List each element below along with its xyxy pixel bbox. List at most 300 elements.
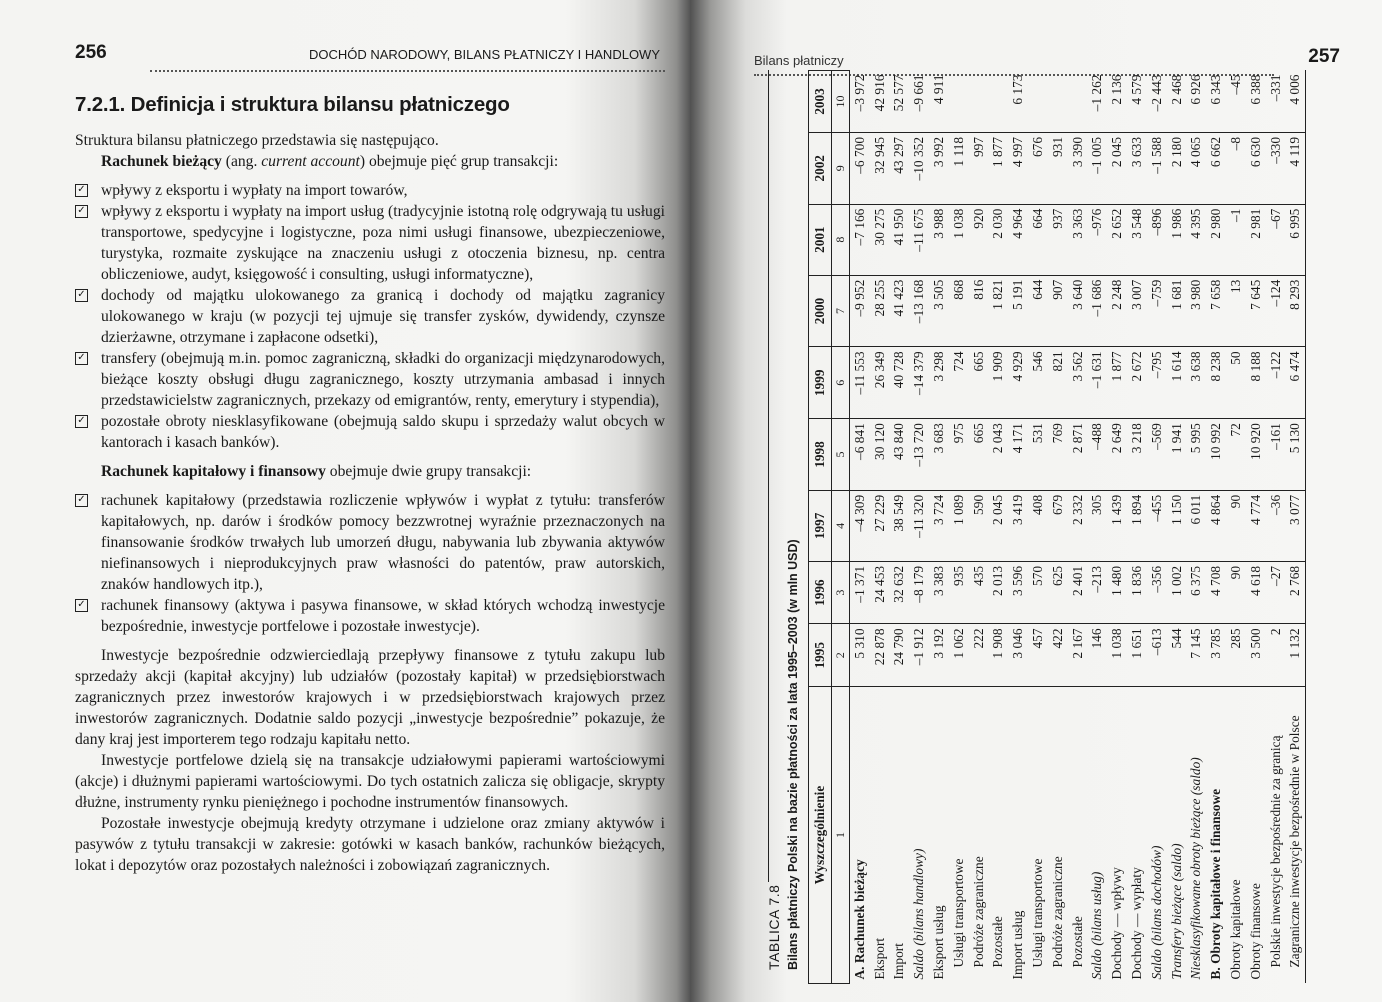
table-cell: 72 bbox=[1226, 419, 1246, 491]
table-caption: Bilans płatniczy Polski na bazie płatności za lata 1995–2003 (w mln USD) bbox=[786, 539, 800, 970]
table-cell: 10 992 bbox=[1206, 419, 1226, 491]
capital-account-lead bbox=[75, 461, 665, 482]
checkbox-icon: ✓ bbox=[75, 415, 88, 428]
list-item-text: dochody od majątku ulokowanego za granicą i dochody od majątku zagranicy ulokowanego w kraju (w pozycji tej ujmuje się transfer zysków, dywidendy, czynsze dzierżawne, otrzymane i zapłacone odsetki), bbox=[101, 287, 665, 346]
table-cell: 724 bbox=[949, 347, 969, 419]
table-cell: –11 320 bbox=[909, 490, 929, 561]
rotated-table-block bbox=[758, 70, 1358, 990]
table-cell: 4 395 bbox=[1187, 204, 1207, 275]
checkbox-icon: ✓ bbox=[75, 599, 88, 612]
table-cell: –1 588 bbox=[1147, 132, 1167, 204]
table-cell: –455 bbox=[1147, 490, 1167, 561]
header-description: Wyszczególnienie bbox=[809, 687, 832, 984]
table-cell: 6 388 bbox=[1246, 71, 1266, 133]
row-label: Dochody — wpływy bbox=[1109, 867, 1125, 980]
table-row bbox=[949, 71, 969, 984]
table-cell: 146 bbox=[1088, 624, 1108, 687]
table-cell: –7 166 bbox=[850, 204, 870, 275]
header-year: 1996 bbox=[809, 561, 832, 624]
table-cell: 931 bbox=[1048, 132, 1068, 204]
table-cell: –45 bbox=[1226, 71, 1246, 133]
table-row bbox=[1008, 71, 1028, 984]
row-label: Saldo (bilans usług) bbox=[1089, 871, 1105, 980]
current-account-list bbox=[75, 180, 665, 453]
table-cell: –9 661 bbox=[909, 71, 929, 133]
header-year: 1998 bbox=[809, 419, 832, 491]
table-cell: 1 821 bbox=[989, 275, 1009, 347]
table-cell: 24 790 bbox=[890, 624, 910, 687]
running-head-right: Bilans płatniczy bbox=[754, 53, 844, 68]
table-cell: 1 681 bbox=[1167, 275, 1187, 347]
table-cell: 10 920 bbox=[1246, 419, 1266, 491]
table-cell: 3 992 bbox=[929, 132, 949, 204]
table-cell: 1 908 bbox=[989, 624, 1009, 687]
table-row bbox=[1246, 71, 1266, 984]
table-cell: 531 bbox=[1028, 419, 1048, 491]
table-row bbox=[1107, 71, 1127, 984]
column-number: 6 bbox=[832, 347, 850, 419]
table-cell: –14 379 bbox=[909, 347, 929, 419]
table-cell: 3 298 bbox=[929, 347, 949, 419]
table-row bbox=[1127, 71, 1147, 984]
table-cell: –9 952 bbox=[850, 275, 870, 347]
table-row bbox=[1147, 71, 1167, 984]
row-label: Eksport bbox=[871, 937, 887, 980]
table-cell: 30 120 bbox=[870, 419, 890, 491]
table-cell: 1 909 bbox=[989, 347, 1009, 419]
table-cell: 664 bbox=[1028, 204, 1048, 275]
row-label: Usługi transportowe bbox=[1030, 858, 1046, 968]
table-cell bbox=[1068, 71, 1088, 133]
table-cell: 3 683 bbox=[929, 419, 949, 491]
table-cell bbox=[1028, 71, 1048, 133]
table-cell: 4 964 bbox=[1008, 204, 1028, 275]
list-item bbox=[75, 490, 665, 595]
table-cell: 5 130 bbox=[1286, 419, 1306, 491]
table-cell: 544 bbox=[1167, 624, 1187, 687]
list-item-text: wpływy z eksportu i wypłaty na import towarów, bbox=[101, 182, 408, 199]
table-cell: 305 bbox=[1088, 490, 1108, 561]
table-cell: 3 500 bbox=[1246, 624, 1266, 687]
table-header-row bbox=[809, 71, 832, 984]
table-cell: 222 bbox=[969, 624, 989, 687]
table-cell: 590 bbox=[969, 490, 989, 561]
table-cell: 3 988 bbox=[929, 204, 949, 275]
left-body-text bbox=[75, 130, 665, 876]
table-cell: –6 700 bbox=[850, 132, 870, 204]
list-item bbox=[75, 411, 665, 453]
table-cell: 7 658 bbox=[1206, 275, 1226, 347]
row-label: Usługi transportowe bbox=[950, 858, 966, 968]
current-account-lead bbox=[75, 151, 665, 172]
table-cell: 1 877 bbox=[989, 132, 1009, 204]
list-item-text: rachunek kapitałowy (przedstawia rozliczenie wpływów i wypłat z tytułu: transferów kapitałowych, np. darów i środków pomocy bezzwrotnej wyraźnie przeznaczonych na finansowanie środków trwałych lub umorzeń długu, nabywania lub zbywania aktywów niefinansowych i nieprodukcyjnych praw własności do patentów, praw autorskich, znaków handlowych itp.), bbox=[101, 492, 665, 593]
header-year: 1997 bbox=[809, 490, 832, 561]
table-cell: –13 168 bbox=[909, 275, 929, 347]
section-title: 7.2.1. Definicja i struktura bilansu płatniczego bbox=[75, 93, 510, 116]
row-label: Saldo (bilans dochodów) bbox=[1148, 845, 1164, 980]
table-cell: 2 652 bbox=[1107, 204, 1127, 275]
list-item-text: pozostałe obroty niesklasyfikowane (obejmują saldo skupu i sprzedaży walut obcych w kantorach i kasach banków). bbox=[101, 413, 665, 451]
table-cell: 3 390 bbox=[1068, 132, 1088, 204]
table-cell: 3 724 bbox=[929, 490, 949, 561]
table-cell: 769 bbox=[1048, 419, 1068, 491]
table-cell: 2 649 bbox=[1107, 419, 1127, 491]
table-cell: 2 468 bbox=[1167, 71, 1187, 133]
table-cell: 3 077 bbox=[1286, 490, 1306, 561]
table-cell: 1 002 bbox=[1167, 561, 1187, 624]
table-cell: 42 916 bbox=[870, 71, 890, 133]
table-row bbox=[1068, 71, 1088, 984]
table-cell: 4 006 bbox=[1286, 71, 1306, 133]
table-cell: –67 bbox=[1266, 204, 1286, 275]
table-cell: 920 bbox=[969, 204, 989, 275]
table-cell: 975 bbox=[949, 419, 969, 491]
row-label: Zagraniczne inwestycje bezpośrednie w Polsce bbox=[1286, 687, 1306, 984]
table-cell: 285 bbox=[1226, 624, 1246, 687]
table-cell: –759 bbox=[1147, 275, 1167, 347]
table-cell: –11 553 bbox=[850, 347, 870, 419]
table-row bbox=[1206, 71, 1226, 984]
table-label-rule bbox=[768, 70, 769, 882]
table-cell bbox=[989, 71, 1009, 133]
table-cell: 1 877 bbox=[1107, 347, 1127, 419]
table-cell: 935 bbox=[949, 561, 969, 624]
table-cell: 6 173 bbox=[1008, 71, 1028, 133]
table-cell bbox=[969, 71, 989, 133]
table-cell: 422 bbox=[1048, 624, 1068, 687]
page-number-left: 256 bbox=[75, 42, 107, 63]
running-head-left: DOCHÓD NARODOWY, BILANS PŁATNICZY I HANDLOWY bbox=[308, 47, 660, 62]
table-cell: 1 986 bbox=[1167, 204, 1187, 275]
table-cell: –330 bbox=[1266, 132, 1286, 204]
row-label: Podróże zagraniczne bbox=[970, 856, 986, 968]
table-cell: 1 651 bbox=[1127, 624, 1147, 687]
row-label: Import usług bbox=[1010, 910, 1026, 980]
table-cell: 52 577 bbox=[890, 71, 910, 133]
column-number: 5 bbox=[832, 419, 850, 491]
table-cell: 4 579 bbox=[1127, 71, 1147, 133]
table-cell: 6 011 bbox=[1187, 490, 1207, 561]
row-label: A. Rachunek bieżący bbox=[851, 859, 867, 980]
table-cell: 1 038 bbox=[949, 204, 969, 275]
table-cell: 4 911 bbox=[929, 71, 949, 133]
table-cell: 4 171 bbox=[1008, 419, 1028, 491]
table-cell: 50 bbox=[1226, 347, 1246, 419]
column-number: 10 bbox=[832, 71, 850, 133]
table-cell: –6 841 bbox=[850, 419, 870, 491]
header-year: 1999 bbox=[809, 347, 832, 419]
table-row bbox=[1266, 71, 1286, 984]
table-cell: 30 275 bbox=[870, 204, 890, 275]
header-year: 2002 bbox=[809, 132, 832, 204]
left-page bbox=[0, 0, 690, 1002]
list-item bbox=[75, 595, 665, 637]
table-cell: 3 596 bbox=[1008, 561, 1028, 624]
table-row bbox=[850, 71, 870, 984]
row-label: Dochody — wypłaty bbox=[1129, 867, 1145, 980]
table-cell: 3 980 bbox=[1187, 275, 1207, 347]
table-row bbox=[1048, 71, 1068, 984]
table-cell: 435 bbox=[969, 561, 989, 624]
table-cell: 665 bbox=[969, 419, 989, 491]
row-label: Import bbox=[891, 943, 907, 980]
table-cell: 1 894 bbox=[1127, 490, 1147, 561]
table-cell: 1 118 bbox=[949, 132, 969, 204]
checkbox-icon: ✓ bbox=[75, 184, 88, 197]
table-cell: 2 013 bbox=[989, 561, 1009, 624]
table-cell: 2 248 bbox=[1107, 275, 1127, 347]
table-row bbox=[1028, 71, 1048, 984]
table-cell: 816 bbox=[969, 275, 989, 347]
table-cell: 6 662 bbox=[1206, 132, 1226, 204]
paragraph-direct-investment: Inwestycje bezpośrednie odzwierciedlają przepływy finansowe z tytułu zakupu lub sprzedaży akcji (kapitał akcyjny) lub udziałów (pozostały kapitał) w przedsiębiorstwach zagranicznych przez inwestorów krajowych i w przedsiębiorstwach krajowych przez inwestorów zagranicznych. Dodatnie saldo pozycji „inwestycje bezpośrednie” pokazuje, że dany kraj jest importerem tego rodzaju kapitału netto. bbox=[75, 647, 665, 748]
table-cell: 997 bbox=[969, 132, 989, 204]
row-label: B. Obroty kapitałowe i finansowe bbox=[1208, 788, 1224, 980]
table-cell: 90 bbox=[1226, 490, 1246, 561]
table-cell: 3 548 bbox=[1127, 204, 1147, 275]
column-number: 2 bbox=[832, 624, 850, 687]
current-account-english: current account bbox=[261, 153, 360, 170]
balance-of-payments-table bbox=[808, 70, 1306, 984]
table-cell: –124 bbox=[1266, 275, 1286, 347]
table-cell: 5 310 bbox=[850, 624, 870, 687]
row-label: Obroty finansowe bbox=[1247, 883, 1263, 980]
list-item bbox=[75, 201, 665, 285]
table-cell: 4 119 bbox=[1286, 132, 1306, 204]
table-cell: 821 bbox=[1048, 347, 1068, 419]
table-cell: 679 bbox=[1048, 490, 1068, 561]
table-cell: 24 453 bbox=[870, 561, 890, 624]
list-item bbox=[75, 348, 665, 411]
table-cell: 1 614 bbox=[1167, 347, 1187, 419]
checkbox-icon: ✓ bbox=[75, 205, 88, 218]
column-number: 9 bbox=[832, 132, 850, 204]
table-cell: 2 981 bbox=[1246, 204, 1266, 275]
table-cell: 3 505 bbox=[929, 275, 949, 347]
table-cell: 907 bbox=[1048, 275, 1068, 347]
table-row bbox=[989, 71, 1009, 984]
table-cell: 3 785 bbox=[1206, 624, 1226, 687]
header-year: 1995 bbox=[809, 624, 832, 687]
table-cell: 26 349 bbox=[870, 347, 890, 419]
page-number-right: 257 bbox=[1308, 46, 1340, 67]
table-row bbox=[1286, 71, 1306, 984]
table-cell: 1 038 bbox=[1107, 624, 1127, 687]
table-cell: 6 474 bbox=[1286, 347, 1306, 419]
table-cell: 868 bbox=[949, 275, 969, 347]
table-row bbox=[1187, 71, 1207, 984]
table-cell: 2 045 bbox=[989, 490, 1009, 561]
list-item bbox=[75, 180, 665, 201]
table-cell: –976 bbox=[1088, 204, 1108, 275]
table-cell: –36 bbox=[1266, 490, 1286, 561]
table-cell: 625 bbox=[1048, 561, 1068, 624]
checkbox-icon: ✓ bbox=[75, 352, 88, 365]
table-cell: 3 046 bbox=[1008, 624, 1028, 687]
table-cell: 2 bbox=[1266, 624, 1286, 687]
table-cell: –356 bbox=[1147, 561, 1167, 624]
table-cell bbox=[1048, 71, 1068, 133]
table-cell: 32 945 bbox=[870, 132, 890, 204]
table-cell: 13 bbox=[1226, 275, 1246, 347]
table-cell: –1 bbox=[1226, 204, 1246, 275]
list-item bbox=[75, 285, 665, 348]
table-cell: –13 720 bbox=[909, 419, 929, 491]
table-cell bbox=[949, 71, 969, 133]
table-row bbox=[1167, 71, 1187, 984]
checkbox-icon: ✓ bbox=[75, 494, 88, 507]
table-cell: 3 383 bbox=[929, 561, 949, 624]
table-cell: –331 bbox=[1266, 71, 1286, 133]
table-cell: 22 878 bbox=[870, 624, 890, 687]
table-cell: –1 371 bbox=[850, 561, 870, 624]
table-cell: 27 229 bbox=[870, 490, 890, 561]
table-label: TABLICA 7.8 bbox=[766, 884, 782, 970]
table-cell: –122 bbox=[1266, 347, 1286, 419]
table-cell: –613 bbox=[1147, 624, 1167, 687]
table-cell: 6 926 bbox=[1187, 71, 1207, 133]
table-cell: 3 638 bbox=[1187, 347, 1207, 419]
table-cell: –8 bbox=[1226, 132, 1246, 204]
table-cell: 2 980 bbox=[1206, 204, 1226, 275]
table-cell: 2 030 bbox=[989, 204, 1009, 275]
table-cell: 644 bbox=[1028, 275, 1048, 347]
table-cell: 2 871 bbox=[1068, 419, 1088, 491]
table-cell: 43 297 bbox=[890, 132, 910, 204]
table-cell: 43 840 bbox=[890, 419, 910, 491]
header-year: 2000 bbox=[809, 275, 832, 347]
table-cell: –27 bbox=[1266, 561, 1286, 624]
table-cell: –4 309 bbox=[850, 490, 870, 561]
table-cell: 3 419 bbox=[1008, 490, 1028, 561]
table-cell: 2 045 bbox=[1107, 132, 1127, 204]
table-cell: –2 443 bbox=[1147, 71, 1167, 133]
table-cell: –488 bbox=[1088, 419, 1108, 491]
table-cell: –1 005 bbox=[1088, 132, 1108, 204]
table-cell: –8 179 bbox=[909, 561, 929, 624]
table-cell: 2 332 bbox=[1068, 490, 1088, 561]
table-row bbox=[890, 71, 910, 984]
header-year: 2001 bbox=[809, 204, 832, 275]
header-rule-left bbox=[150, 70, 665, 72]
table-cell: 1 062 bbox=[949, 624, 969, 687]
table-body bbox=[850, 71, 1306, 984]
capital-account-list bbox=[75, 490, 665, 637]
table-cell: –1 262 bbox=[1088, 71, 1108, 133]
table-cell: 2 180 bbox=[1167, 132, 1187, 204]
row-label: Niesklasyfikowane obroty bieżące (saldo) bbox=[1188, 757, 1204, 980]
list-item-text: transfery (obejmują m.in. pomoc zagraniczną, składki do organizacji międzynarodowych, bieżące koszty obsługi długu zagranicznego, koszty utrzymania ambasad i innych przedstawicielstw zagranicznych, przekazy od emigrantów, renty, emerytury i stypendia), bbox=[101, 350, 665, 409]
table-cell: 3 633 bbox=[1127, 132, 1147, 204]
table-cell: 3 363 bbox=[1068, 204, 1088, 275]
table-cell: 7 645 bbox=[1246, 275, 1266, 347]
table-row bbox=[1226, 71, 1246, 984]
current-account-tail: ) obejmuje pięć grup transakcji: bbox=[359, 153, 559, 170]
table-cell: 40 728 bbox=[890, 347, 910, 419]
table-cell: 1 480 bbox=[1107, 561, 1127, 624]
row-label: Eksport usług bbox=[931, 905, 947, 980]
paragraph-other-investment: Pozostałe inwestycje obejmują kredyty otrzymane i udzielone oraz zmiany aktywów i pasywów z tytułu transakcji w zakresie: gotówki w kasach banków, rachunków bieżących, lokat i depozytów oraz pozostałych należności i zobowiązań zagranicznych. bbox=[75, 815, 665, 874]
table-cell: 4 774 bbox=[1246, 490, 1266, 561]
table-cell: –11 675 bbox=[909, 204, 929, 275]
table-cell: –569 bbox=[1147, 419, 1167, 491]
table-cell: 41 423 bbox=[890, 275, 910, 347]
table-cell: 2 401 bbox=[1068, 561, 1088, 624]
table-cell: 4 708 bbox=[1206, 561, 1226, 624]
table-cell: 5 995 bbox=[1187, 419, 1207, 491]
table-row bbox=[909, 71, 929, 984]
table-cell: –213 bbox=[1088, 561, 1108, 624]
table-row bbox=[1088, 71, 1108, 984]
table-cell: 7 145 bbox=[1187, 624, 1207, 687]
table-cell: 41 950 bbox=[890, 204, 910, 275]
header-year: 2003 bbox=[809, 71, 832, 133]
table-cell: 1 150 bbox=[1167, 490, 1187, 561]
table-cell: 1 089 bbox=[949, 490, 969, 561]
table-cell: 1 941 bbox=[1167, 419, 1187, 491]
table-cell: 457 bbox=[1028, 624, 1048, 687]
capital-account-term: Rachunek kapitałowy i finansowy bbox=[101, 463, 326, 480]
table-row bbox=[969, 71, 989, 984]
paragraph-portfolio-investment: Inwestycje portfelowe dzielą się na transakcje udziałowymi papierami wartościowymi (akcje) i dłużnymi papierami wartościowymi. Do tych ostatnich zalicza się obligacje, skrypty dłużne, instrumenty rynku pieniężnego i pochodne instrumentów finansowych. bbox=[75, 752, 665, 811]
table-cell: 2 043 bbox=[989, 419, 1009, 491]
table-cell: –3 972 bbox=[850, 71, 870, 133]
table-cell: 28 255 bbox=[870, 275, 890, 347]
row-label: Podróże zagraniczne bbox=[1049, 856, 1065, 968]
table-cell: –10 352 bbox=[909, 132, 929, 204]
table-cell: 1 836 bbox=[1127, 561, 1147, 624]
row-label: Polskie inwestycje bezpośrednie za granicą bbox=[1267, 735, 1283, 968]
capital-account-tail: obejmuje dwie grupy transakcji: bbox=[325, 463, 532, 480]
table-cell: 3 562 bbox=[1068, 347, 1088, 419]
table-cell: 4 864 bbox=[1206, 490, 1226, 561]
table-cell: 6 630 bbox=[1246, 132, 1266, 204]
table-cell: –896 bbox=[1147, 204, 1167, 275]
table-row bbox=[870, 71, 890, 984]
intro-paragraph: Struktura bilansu płatniczego przedstawia się następująco. bbox=[75, 132, 439, 149]
table-cell: –1 686 bbox=[1088, 275, 1108, 347]
table-cell: 4 618 bbox=[1246, 561, 1266, 624]
list-item-text: rachunek finansowy (aktywa i pasywa finansowe, w skład których wchodzą inwestycje bezpośrednie, inwestycje portfelowe i pozostałe inwestycje). bbox=[101, 597, 665, 635]
table-cell: 6 343 bbox=[1206, 71, 1226, 133]
column-number: 1 bbox=[832, 687, 850, 984]
table-cell: 8 293 bbox=[1286, 275, 1306, 347]
table-cell: 3 192 bbox=[929, 624, 949, 687]
table-cell: –161 bbox=[1266, 419, 1286, 491]
table-cell: 2 672 bbox=[1127, 347, 1147, 419]
table-cell: –1 631 bbox=[1088, 347, 1108, 419]
table-cell: –795 bbox=[1147, 347, 1167, 419]
checkbox-icon: ✓ bbox=[75, 289, 88, 302]
column-number: 8 bbox=[832, 204, 850, 275]
column-number: 3 bbox=[832, 561, 850, 624]
table-cell: 90 bbox=[1226, 561, 1246, 624]
row-label: Obroty kapitałowe bbox=[1228, 879, 1244, 980]
table-cell: 4 997 bbox=[1008, 132, 1028, 204]
table-cell: 5 191 bbox=[1008, 275, 1028, 347]
table-cell: 3 218 bbox=[1127, 419, 1147, 491]
table-cell: –1 912 bbox=[909, 624, 929, 687]
table-cell: 2 136 bbox=[1107, 71, 1127, 133]
table-cell: 1 132 bbox=[1286, 624, 1306, 687]
table-cell: 6 375 bbox=[1187, 561, 1207, 624]
table-cell: 38 549 bbox=[890, 490, 910, 561]
row-label: Pozostałe bbox=[990, 916, 1006, 968]
table-column-number-row bbox=[832, 71, 850, 984]
table-row bbox=[929, 71, 949, 984]
current-account-term: Rachunek bieżący bbox=[101, 153, 222, 170]
